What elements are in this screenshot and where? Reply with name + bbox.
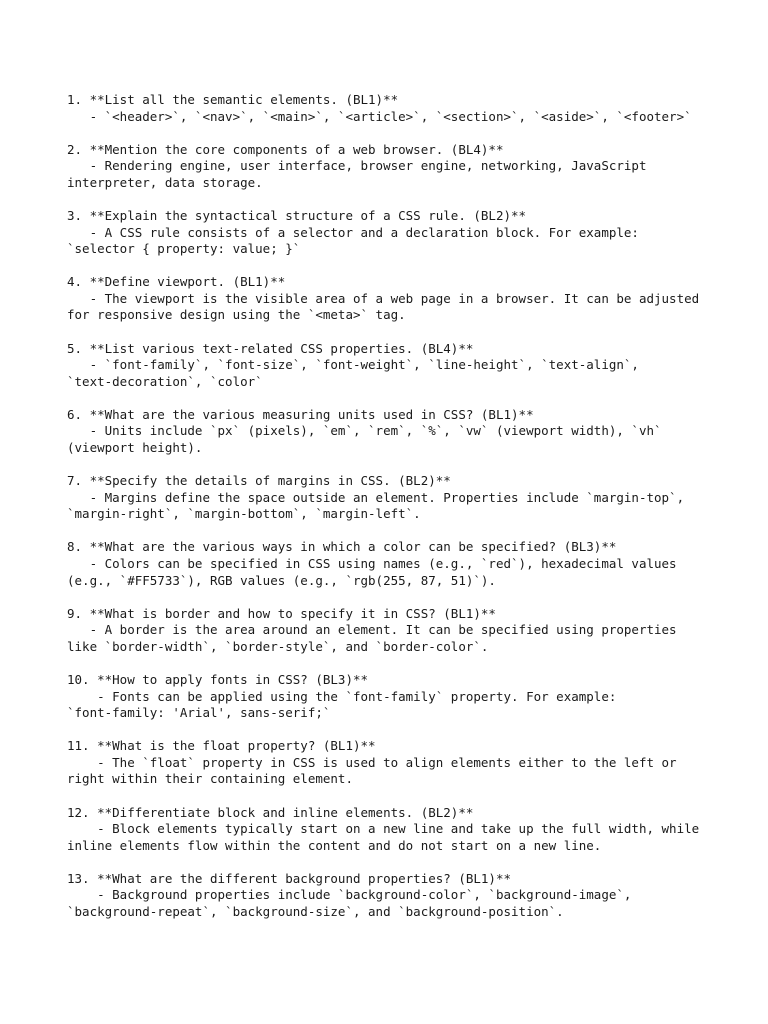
question-line: 12. **Differentiate block and inline elements. (BL2)**	[67, 804, 474, 820]
answer-line: - Units include `px` (pixels), `em`, `rem`, `%`, `vw` (viewport width), `vh`	[67, 423, 662, 439]
qa-item-5	[67, 341, 757, 391]
qa-item-6	[67, 407, 757, 457]
answer-line: - A CSS rule consists of a selector and a declaration block. For example:	[67, 224, 639, 240]
answer-line: (e.g., `#FF5733`), RGB values (e.g., `rgb(255, 87, 51)`).	[67, 572, 496, 588]
answer-line: - Fonts can be applied using the `font-family` property. For example:	[67, 688, 617, 704]
qa-item-8	[67, 539, 757, 589]
qa-item-11	[67, 738, 757, 788]
qa-item-2	[67, 142, 757, 192]
answer-line: inline elements flow within the content and do not start on a new line.	[67, 837, 602, 853]
question-line: 5. **List various text-related CSS properties. (BL4)**	[67, 340, 474, 356]
qa-item-10	[67, 672, 757, 722]
answer-line: - A border is the area around an element. It can be specified using properties	[67, 622, 677, 638]
question-line: 1. **List all the semantic elements. (BL1)**	[67, 92, 399, 107]
question-line: 7. **Specify the details of margins in CSS. (BL2)**	[67, 473, 451, 489]
answer-line: - `<header>`, `<nav>`, `<main>`, `<article>`, `<section>`, `<aside>`, `<footer>`	[67, 108, 692, 124]
question-line: 6. **What are the various measuring units used in CSS? (BL1)**	[67, 406, 534, 422]
answer-line: - The viewport is the visible area of a web page in a browser. It can be adjusted	[67, 290, 700, 306]
answer-line: - Colors can be specified in CSS using names (e.g., `red`), hexadecimal values	[67, 555, 677, 571]
qa-item-1	[67, 92, 757, 125]
qa-item-13	[67, 871, 757, 921]
question-line: 4. **Define viewport. (BL1)**	[67, 274, 286, 290]
answer-line: - Block elements typically start on a new line and take up the full width, while	[67, 821, 700, 837]
qa-item-12	[67, 805, 757, 855]
answer-line: for responsive design using the `<meta>` tag.	[67, 307, 406, 323]
answer-line: - Background properties include `background-color`, `background-image`,	[67, 887, 632, 903]
document-page	[67, 92, 757, 937]
answer-line: `text-decoration`, `color`	[67, 373, 263, 389]
question-line: 11. **What is the float property? (BL1)**	[67, 738, 376, 754]
answer-line: `margin-right`, `margin-bottom`, `margin-left`.	[67, 506, 421, 522]
question-line: 3. **Explain the syntactical structure of a CSS rule. (BL2)**	[67, 207, 527, 223]
answer-line: right within their containing element.	[67, 771, 353, 787]
answer-line: - The `float` property in CSS is used to align elements either to the left or	[67, 754, 677, 770]
answer-line: like `border-width`, `border-style`, and `border-color`.	[67, 638, 489, 654]
qa-item-4	[67, 274, 757, 324]
answer-line: (viewport height).	[67, 440, 203, 455]
question-line: 10. **How to apply fonts in CSS? (BL3)**	[67, 671, 369, 687]
question-line: 2. **Mention the core components of a web browser. (BL4)**	[67, 141, 504, 157]
question-line: 8. **What are the various ways in which a color can be specified? (BL3)**	[67, 539, 617, 555]
answer-line: `font-family: 'Arial', sans-serif;`	[67, 705, 331, 721]
question-line: 9. **What is border and how to specify it in CSS? (BL1)**	[67, 605, 496, 621]
answer-line: `background-repeat`, `background-size`, and `background-position`.	[67, 903, 564, 919]
answer-line: - `font-family`, `font-size`, `font-weight`, `line-height`, `text-align`,	[67, 357, 639, 373]
answer-line: - Margins define the space outside an element. Properties include `margin-top`,	[67, 489, 685, 505]
answer-line: `selector { property: value; }`	[67, 241, 301, 257]
qa-item-9	[67, 606, 757, 656]
qa-item-3	[67, 208, 757, 258]
answer-line: - Rendering engine, user interface, browser engine, networking, JavaScript	[67, 158, 647, 174]
qa-item-7	[67, 473, 757, 523]
question-line: 13. **What are the different background properties? (BL1)**	[67, 870, 512, 886]
answer-line: interpreter, data storage.	[67, 174, 263, 190]
